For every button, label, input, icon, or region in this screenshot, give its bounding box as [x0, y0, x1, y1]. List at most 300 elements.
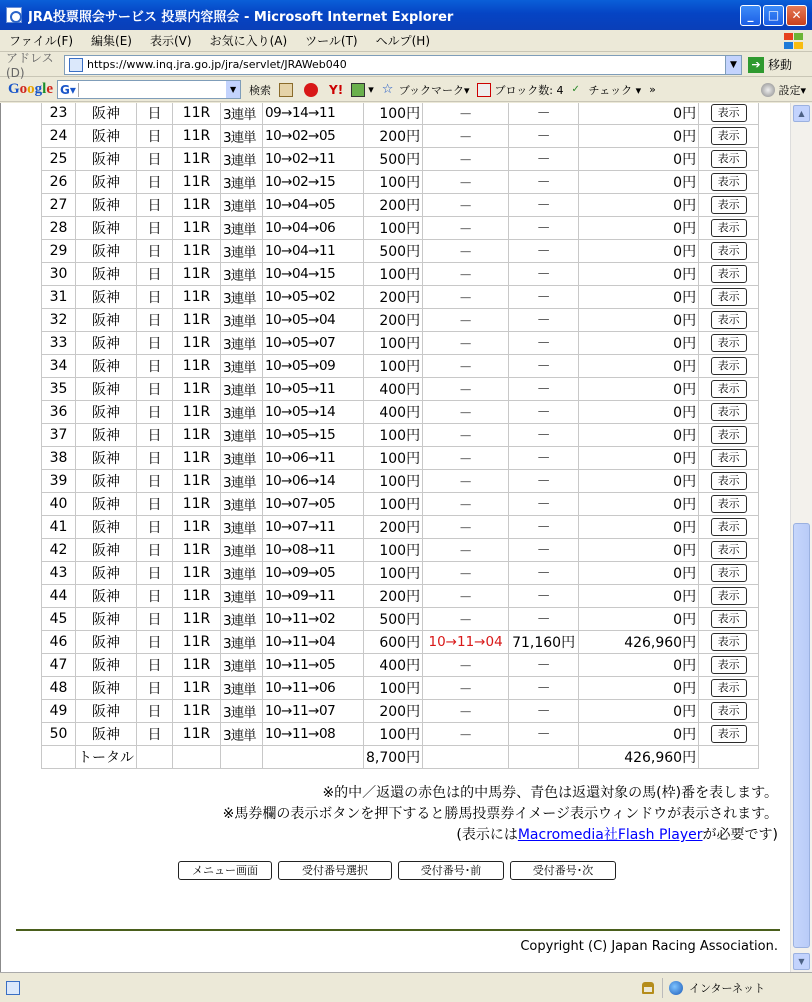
show-ticket-button[interactable]: 表示 — [711, 541, 747, 559]
row-show-cell — [699, 677, 759, 700]
row-return: 426,960円 — [579, 631, 699, 654]
row-race: 11R — [173, 516, 221, 539]
row-venue: 阪神 — [76, 608, 137, 631]
row-bet-type: 3連単 — [221, 631, 263, 654]
row-number: 31 — [42, 286, 76, 309]
prev-receipt-button[interactable]: 受付番号･前 — [398, 861, 504, 880]
row-payout: － — [509, 608, 579, 631]
show-ticket-button[interactable]: 表示 — [711, 357, 747, 375]
row-bet-type: 3連単 — [221, 562, 263, 585]
row-combination: 10→05→09 — [263, 355, 364, 378]
row-hit: － — [423, 217, 509, 240]
row-show-cell — [699, 332, 759, 355]
address-bar — [0, 51, 812, 80]
row-venue: 阪神 — [76, 148, 137, 171]
row-hit: － — [423, 539, 509, 562]
row-hit: － — [423, 608, 509, 631]
row-combination: 09→14→11 — [263, 103, 364, 125]
table-row — [42, 286, 759, 309]
show-ticket-button[interactable]: 表示 — [711, 403, 747, 421]
row-bet-type: 3連単 — [221, 355, 263, 378]
table-row — [42, 562, 759, 585]
row-number: 27 — [42, 194, 76, 217]
show-ticket-button[interactable]: 表示 — [711, 679, 747, 697]
row-day: 日 — [137, 378, 173, 401]
row-return: 0円 — [579, 217, 699, 240]
puzzle-icon[interactable]: ▾ — [351, 83, 374, 97]
row-return: 0円 — [579, 378, 699, 401]
row-amount: 200円 — [364, 700, 423, 723]
row-hit: 10→11→04 — [423, 631, 509, 654]
row-amount: 100円 — [364, 355, 423, 378]
show-ticket-button[interactable]: 表示 — [711, 265, 747, 283]
row-venue: 阪神 — [76, 263, 137, 286]
menu-view[interactable]: 表示(V) — [149, 34, 192, 48]
show-ticket-button[interactable]: 表示 — [711, 725, 747, 743]
row-number: 29 — [42, 240, 76, 263]
menu-tools[interactable]: ツール(T) — [305, 34, 358, 48]
menu-screen-button[interactable]: メニュー画面 — [178, 861, 272, 880]
menu-help[interactable]: ヘルプ(H) — [375, 34, 430, 48]
row-number: 49 — [42, 700, 76, 723]
close-button[interactable]: ✕ — [786, 5, 807, 26]
row-show-cell — [699, 194, 759, 217]
show-ticket-button[interactable]: 表示 — [711, 656, 747, 674]
row-bet-type: 3連単 — [221, 263, 263, 286]
row-payout: － — [509, 539, 579, 562]
title-bar[interactable] — [0, 0, 812, 30]
row-return: 0円 — [579, 332, 699, 355]
note-line-1: ※的中／返還の赤色は的中馬券、青色は返還対象の馬(枠)番を表します。 — [322, 785, 778, 801]
row-race: 11R — [173, 171, 221, 194]
row-day: 日 — [137, 240, 173, 263]
menu-edit[interactable]: 編集(E) — [91, 34, 132, 48]
row-combination: 10→11→07 — [263, 700, 364, 723]
row-payout: － — [509, 470, 579, 493]
table-row — [42, 424, 759, 447]
row-return: 0円 — [579, 654, 699, 677]
row-race: 11R — [173, 447, 221, 470]
row-amount: 100円 — [364, 217, 423, 240]
row-payout: － — [509, 103, 579, 125]
note-line-2: ※馬券欄の表示ボタンを押下すると勝馬投票券イメージ表示ウィンドウが表示されます。 — [222, 806, 778, 822]
total-amount: 8,700円 — [364, 746, 423, 769]
google-toolbar — [0, 78, 812, 102]
row-show-cell — [699, 700, 759, 723]
row-bet-type: 3連単 — [221, 700, 263, 723]
row-venue: 阪神 — [76, 516, 137, 539]
notes — [223, 783, 778, 846]
row-bet-type: 3連単 — [221, 332, 263, 355]
row-combination: 10→04→06 — [263, 217, 364, 240]
row-bet-type: 3連単 — [221, 447, 263, 470]
maximize-button[interactable]: □ — [763, 5, 784, 26]
row-bet-type: 3連単 — [221, 217, 263, 240]
row-hit: － — [423, 654, 509, 677]
row-amount: 600円 — [364, 631, 423, 654]
show-ticket-button[interactable]: 表示 — [711, 564, 747, 582]
row-amount: 100円 — [364, 562, 423, 585]
row-combination: 10→05→15 — [263, 424, 364, 447]
show-ticket-button[interactable]: 表示 — [711, 380, 747, 398]
settings-button[interactable]: 設定▾ — [761, 82, 806, 98]
address-label: アドレス(D) — [6, 51, 54, 80]
row-show-cell — [699, 447, 759, 470]
show-ticket-button[interactable]: 表示 — [711, 311, 747, 329]
r-icon[interactable] — [304, 83, 321, 97]
row-venue: 阪神 — [76, 723, 137, 746]
select-receipt-button[interactable]: 受付番号選択 — [278, 861, 392, 880]
row-number: 43 — [42, 562, 76, 585]
row-venue: 阪神 — [76, 194, 137, 217]
show-ticket-button[interactable]: 表示 — [711, 426, 747, 444]
row-venue: 阪神 — [76, 286, 137, 309]
bet-table — [41, 103, 759, 769]
row-return: 0円 — [579, 103, 699, 125]
row-hit: － — [423, 700, 509, 723]
status-page-icon — [6, 981, 20, 995]
more-chevron-icon[interactable]: » — [649, 83, 656, 96]
lock-icon[interactable] — [642, 982, 654, 994]
row-hit: － — [423, 723, 509, 746]
row-payout: － — [509, 332, 579, 355]
go-button[interactable] — [748, 56, 792, 73]
row-number: 50 — [42, 723, 76, 746]
popup-block-button[interactable]: ブロック数: 4 — [477, 82, 563, 98]
show-ticket-button[interactable]: 表示 — [711, 702, 747, 720]
row-venue: 阪神 — [76, 378, 137, 401]
row-payout: － — [509, 263, 579, 286]
row-race: 11R — [173, 263, 221, 286]
row-payout: － — [509, 700, 579, 723]
ie-app-icon[interactable] — [6, 7, 22, 23]
row-day: 日 — [137, 631, 173, 654]
row-bet-type: 3連単 — [221, 103, 263, 125]
row-show-cell — [699, 125, 759, 148]
row-combination: 10→05→04 — [263, 309, 364, 332]
security-zone[interactable] — [662, 978, 812, 998]
show-ticket-button[interactable]: 表示 — [711, 610, 747, 628]
row-hit: － — [423, 125, 509, 148]
row-amount: 200円 — [364, 286, 423, 309]
go-arrow-icon: ➔ — [748, 57, 764, 73]
row-combination: 10→05→07 — [263, 332, 364, 355]
row-amount: 400円 — [364, 401, 423, 424]
row-payout: － — [509, 401, 579, 424]
row-show-cell — [699, 240, 759, 263]
settings-icon — [761, 83, 775, 97]
yahoo-icon[interactable]: Y! — [329, 82, 344, 97]
row-return: 0円 — [579, 470, 699, 493]
show-ticket-button[interactable]: 表示 — [711, 173, 747, 191]
row-hit: － — [423, 585, 509, 608]
row-bet-type: 3連単 — [221, 723, 263, 746]
row-number: 34 — [42, 355, 76, 378]
row-hit: － — [423, 447, 509, 470]
show-ticket-button[interactable]: 表示 — [711, 127, 747, 145]
row-hit: － — [423, 677, 509, 700]
row-amount: 100円 — [364, 263, 423, 286]
row-day: 日 — [137, 332, 173, 355]
row-race: 11R — [173, 309, 221, 332]
row-day: 日 — [137, 309, 173, 332]
row-return: 0円 — [579, 493, 699, 516]
row-race: 11R — [173, 470, 221, 493]
row-combination: 10→05→14 — [263, 401, 364, 424]
table-row — [42, 723, 759, 746]
show-ticket-button[interactable]: 表示 — [711, 288, 747, 306]
table-row — [42, 700, 759, 723]
menu-file[interactable]: ファイル(F) — [9, 34, 74, 48]
row-number: 40 — [42, 493, 76, 516]
row-amount: 200円 — [364, 516, 423, 539]
row-venue: 阪神 — [76, 309, 137, 332]
row-combination: 10→05→11 — [263, 378, 364, 401]
flash-player-link[interactable]: Macromedia社Flash Player — [517, 827, 703, 843]
row-payout: － — [509, 125, 579, 148]
row-day: 日 — [137, 677, 173, 700]
row-amount: 200円 — [364, 309, 423, 332]
row-return: 0円 — [579, 309, 699, 332]
row-payout: － — [509, 355, 579, 378]
row-return: 0円 — [579, 700, 699, 723]
row-number: 45 — [42, 608, 76, 631]
row-day: 日 — [137, 424, 173, 447]
row-amount: 100円 — [364, 723, 423, 746]
row-day: 日 — [137, 401, 173, 424]
row-bet-type: 3連単 — [221, 125, 263, 148]
menu-favorites[interactable]: お気に入り(A) — [209, 34, 288, 48]
table-row — [42, 447, 759, 470]
row-payout: － — [509, 424, 579, 447]
row-combination: 10→11→05 — [263, 654, 364, 677]
row-payout: － — [509, 217, 579, 240]
row-payout: － — [509, 240, 579, 263]
row-race: 11R — [173, 286, 221, 309]
row-hit: － — [423, 378, 509, 401]
table-row — [42, 677, 759, 700]
row-venue: 阪神 — [76, 631, 137, 654]
row-show-cell — [699, 401, 759, 424]
row-show-cell — [699, 654, 759, 677]
row-amount: 100円 — [364, 171, 423, 194]
row-number: 35 — [42, 378, 76, 401]
row-payout: － — [509, 723, 579, 746]
row-day: 日 — [137, 493, 173, 516]
row-payout: － — [509, 171, 579, 194]
row-bet-type: 3連単 — [221, 585, 263, 608]
row-race: 11R — [173, 401, 221, 424]
row-amount: 100円 — [364, 677, 423, 700]
scroll-up-icon[interactable]: ▲ — [793, 105, 810, 122]
row-amount: 400円 — [364, 378, 423, 401]
spellcheck-button[interactable]: ✓ チェック ▾ — [571, 83, 642, 97]
row-number: 25 — [42, 148, 76, 171]
row-return: 0円 — [579, 585, 699, 608]
row-combination: 10→04→05 — [263, 194, 364, 217]
row-show-cell — [699, 470, 759, 493]
row-race: 11R — [173, 562, 221, 585]
row-show-cell — [699, 263, 759, 286]
row-combination: 10→11→04 — [263, 631, 364, 654]
row-combination: 10→04→11 — [263, 240, 364, 263]
google-search-button[interactable]: 検索 — [249, 83, 272, 97]
show-ticket-button[interactable]: 表示 — [711, 518, 747, 536]
row-amount: 200円 — [364, 585, 423, 608]
news-icon[interactable] — [279, 83, 296, 97]
row-day: 日 — [137, 654, 173, 677]
row-show-cell — [699, 103, 759, 125]
row-return: 0円 — [579, 263, 699, 286]
row-day: 日 — [137, 217, 173, 240]
google-search-input[interactable] — [57, 80, 241, 99]
address-dropdown-icon[interactable]: ▼ — [725, 56, 741, 74]
row-combination: 10→05→02 — [263, 286, 364, 309]
row-bet-type: 3連単 — [221, 171, 263, 194]
page-icon — [69, 58, 83, 72]
row-venue: 阪神 — [76, 493, 137, 516]
row-payout: － — [509, 378, 579, 401]
row-race: 11R — [173, 332, 221, 355]
row-race: 11R — [173, 240, 221, 263]
row-venue: 阪神 — [76, 401, 137, 424]
row-return: 0円 — [579, 148, 699, 171]
row-amount: 400円 — [364, 654, 423, 677]
google-logo[interactable]: Google — [8, 81, 54, 97]
row-hit: － — [423, 309, 509, 332]
next-receipt-button[interactable]: 受付番号･次 — [510, 861, 616, 880]
row-show-cell — [699, 608, 759, 631]
row-day: 日 — [137, 516, 173, 539]
menu-bar — [0, 30, 812, 52]
table-row — [42, 103, 759, 125]
row-race: 11R — [173, 700, 221, 723]
row-show-cell — [699, 516, 759, 539]
show-ticket-button[interactable]: 表示 — [711, 150, 747, 168]
window-title: JRA投票照会サービス 投票内容照会 - Microsoft Internet Explorer — [28, 9, 454, 25]
row-bet-type: 3連単 — [221, 516, 263, 539]
row-race: 11R — [173, 654, 221, 677]
row-bet-type: 3連単 — [221, 654, 263, 677]
row-combination: 10→06→11 — [263, 447, 364, 470]
table-row — [42, 148, 759, 171]
row-hit: － — [423, 103, 509, 125]
footer-rule — [16, 929, 780, 931]
table-row — [42, 539, 759, 562]
row-payout: － — [509, 516, 579, 539]
address-url[interactable]: https://www.inq.jra.go.jp/jra/servlet/JRAWeb040 — [87, 58, 347, 71]
row-amount: 100円 — [364, 447, 423, 470]
show-ticket-button[interactable]: 表示 — [711, 472, 747, 490]
row-payout: 71,160円 — [509, 631, 579, 654]
row-race: 11R — [173, 585, 221, 608]
scroll-thumb[interactable] — [793, 523, 810, 948]
row-return: 0円 — [579, 447, 699, 470]
row-venue: 阪神 — [76, 585, 137, 608]
row-race: 11R — [173, 103, 221, 125]
row-bet-type: 3連単 — [221, 240, 263, 263]
row-payout: － — [509, 309, 579, 332]
row-number: 23 — [42, 103, 76, 125]
show-ticket-button[interactable]: 表示 — [711, 219, 747, 237]
row-race: 11R — [173, 217, 221, 240]
row-number: 47 — [42, 654, 76, 677]
row-day: 日 — [137, 171, 173, 194]
google-search-g-icon: G▾ — [58, 83, 79, 97]
row-combination: 10→07→11 — [263, 516, 364, 539]
show-ticket-button[interactable]: 表示 — [711, 242, 747, 260]
table-row — [42, 309, 759, 332]
row-day: 日 — [137, 562, 173, 585]
row-day: 日 — [137, 286, 173, 309]
row-venue: 阪神 — [76, 240, 137, 263]
row-show-cell — [699, 723, 759, 746]
show-ticket-button[interactable]: 表示 — [711, 633, 747, 651]
show-ticket-button[interactable]: 表示 — [711, 334, 747, 352]
row-amount: 100円 — [364, 424, 423, 447]
row-show-cell — [699, 286, 759, 309]
row-number: 44 — [42, 585, 76, 608]
vertical-scrollbar[interactable] — [790, 103, 812, 972]
show-ticket-button[interactable]: 表示 — [711, 495, 747, 513]
row-race: 11R — [173, 355, 221, 378]
row-bet-type: 3連単 — [221, 677, 263, 700]
total-label: トータル — [76, 746, 137, 769]
row-amount: 100円 — [364, 103, 423, 125]
row-race: 11R — [173, 723, 221, 746]
minimize-button[interactable]: _ — [740, 5, 761, 26]
row-return: 0円 — [579, 125, 699, 148]
row-return: 0円 — [579, 286, 699, 309]
row-combination: 10→02→11 — [263, 148, 364, 171]
row-amount: 100円 — [364, 493, 423, 516]
address-input[interactable] — [64, 55, 742, 75]
table-row — [42, 608, 759, 631]
page-content — [0, 103, 790, 972]
row-day: 日 — [137, 539, 173, 562]
row-combination: 10→11→08 — [263, 723, 364, 746]
show-ticket-button[interactable]: 表示 — [711, 104, 747, 122]
row-number: 30 — [42, 263, 76, 286]
row-bet-type: 3連単 — [221, 286, 263, 309]
row-amount: 200円 — [364, 125, 423, 148]
bookmark-button[interactable]: ☆ ブックマーク▾ — [381, 81, 470, 97]
scroll-down-icon[interactable]: ▼ — [793, 953, 810, 970]
row-race: 11R — [173, 148, 221, 171]
row-hit: － — [423, 240, 509, 263]
row-day: 日 — [137, 700, 173, 723]
row-bet-type: 3連単 — [221, 608, 263, 631]
row-combination: 10→04→15 — [263, 263, 364, 286]
google-search-dropdown-icon[interactable]: ▼ — [226, 81, 240, 98]
row-hit: － — [423, 470, 509, 493]
row-payout: － — [509, 677, 579, 700]
show-ticket-button[interactable]: 表示 — [711, 587, 747, 605]
show-ticket-button[interactable]: 表示 — [711, 449, 747, 467]
windows-logo-icon — [782, 32, 804, 50]
row-amount: 100円 — [364, 332, 423, 355]
row-number: 26 — [42, 171, 76, 194]
row-return: 0円 — [579, 516, 699, 539]
show-ticket-button[interactable]: 表示 — [711, 196, 747, 214]
row-bet-type: 3連単 — [221, 309, 263, 332]
total-row — [42, 746, 759, 769]
zone-label: インターネット — [689, 981, 766, 995]
row-number: 37 — [42, 424, 76, 447]
row-return: 0円 — [579, 562, 699, 585]
row-race: 11R — [173, 539, 221, 562]
row-return: 0円 — [579, 240, 699, 263]
